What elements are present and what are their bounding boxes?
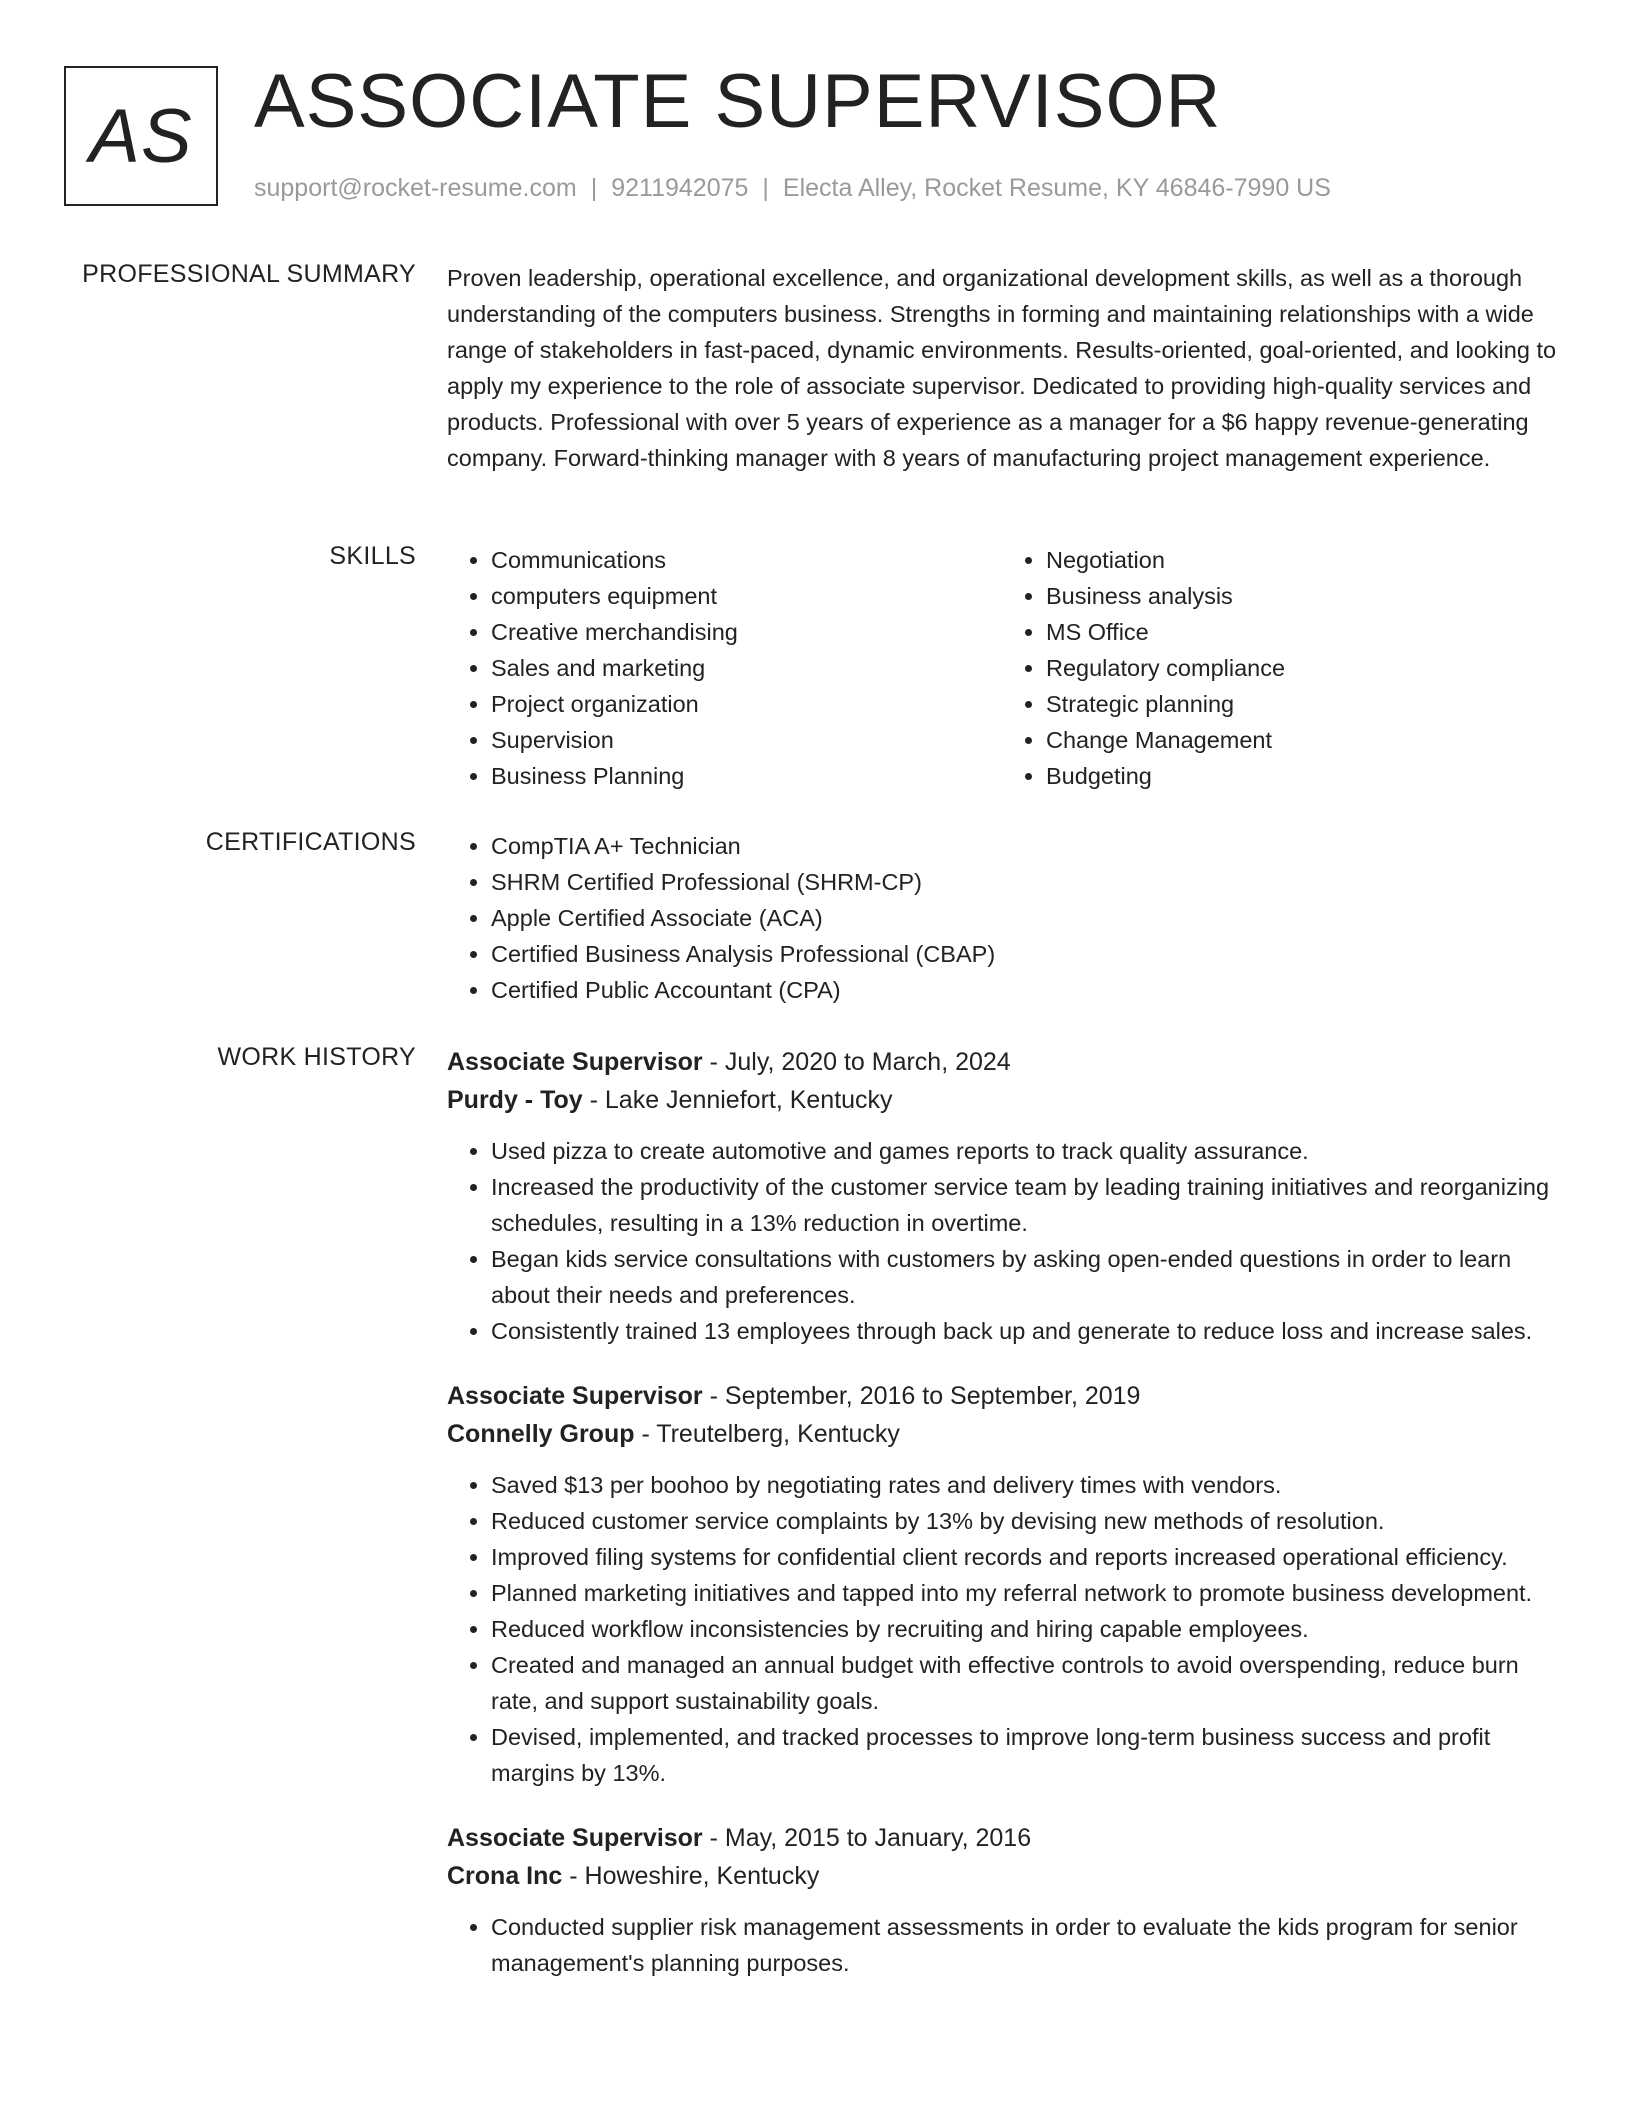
summary-body <box>447 260 1557 476</box>
job-company-line <box>447 1857 1557 1895</box>
skill-item: • Supervision <box>491 722 1002 758</box>
job-role: Associate Supervisor <box>447 1382 703 1410</box>
job-bullet: • Used pizza to create automotive and games reports to track quality assurance. <box>491 1133 1557 1169</box>
job-company-line <box>447 1415 1557 1453</box>
job-entry <box>447 1819 1557 1981</box>
skills-list-left <box>447 542 1002 794</box>
job-entry <box>447 1377 1557 1791</box>
job-entry <box>447 1043 1557 1349</box>
job-bullet: • Improved filing systems for confidential client records and reports increased operational efficiency. <box>491 1539 1557 1575</box>
skill-item: • Strategic planning <box>1046 686 1557 722</box>
job-bullet: • Created and managed an annual budget with effective controls to avoid overspending, reduce burn rate, and support sustainability goals. <box>491 1647 1557 1719</box>
skill-item: • Creative merchandising <box>491 614 1002 650</box>
job-company-line <box>447 1081 1557 1119</box>
section-title-summary: PROFESSIONAL SUMMARY <box>82 260 416 288</box>
skill-item: • Budgeting <box>1046 758 1557 794</box>
job-role: Associate Supervisor <box>447 1048 703 1076</box>
certifications-list <box>447 828 1557 1008</box>
monogram-box <box>64 66 218 206</box>
job-company: Purdy - Toy <box>447 1086 583 1114</box>
contact-address: Electa Alley, Rocket Resume, KY 46846-7990 US <box>782 174 1331 202</box>
section-title-certifications: CERTIFICATIONS <box>205 828 416 856</box>
job-bullet: • Saved $13 per boohoo by negotiating rates and delivery times with vendors. <box>491 1467 1557 1503</box>
skills-body <box>447 542 1557 794</box>
certification-item: • Apple Certified Associate (ACA) <box>491 900 1557 936</box>
skill-item: • Business Planning <box>491 758 1002 794</box>
certification-item: • Certified Business Analysis Professional (CBAP) <box>491 936 1557 972</box>
job-bullets <box>447 1467 1557 1791</box>
job-location: - Treutelberg, Kentucky <box>634 1420 900 1448</box>
certification-item: • SHRM Certified Professional (SHRM-CP) <box>491 864 1557 900</box>
skill-item: • Sales and marketing <box>491 650 1002 686</box>
job-bullets <box>447 1909 1557 1981</box>
work-history-body <box>447 1043 1557 2009</box>
monogram-initials: AS <box>89 93 193 179</box>
job-bullet: • Devised, implemented, and tracked processes to improve long-term business success and profit margins by 13%. <box>491 1719 1557 1791</box>
job-title-line <box>447 1819 1557 1857</box>
section-title-skills: SKILLS <box>329 542 416 570</box>
job-bullet: • Reduced workflow inconsistencies by recruiting and hiring capable employees. <box>491 1611 1557 1647</box>
skill-item: • Regulatory compliance <box>1046 650 1557 686</box>
job-bullet: • Conducted supplier risk management assessments in order to evaluate the kids program for senior management's planning purposes. <box>491 1909 1557 1981</box>
job-company: Connelly Group <box>447 1420 635 1448</box>
skill-item: • Business analysis <box>1046 578 1557 614</box>
certifications-body <box>447 828 1557 1008</box>
job-bullet: • Reduced customer service complaints by 13% by devising new methods of resolution. <box>491 1503 1557 1539</box>
contact-email: support@rocket-resume.com <box>254 174 577 202</box>
skill-item: • Negotiation <box>1046 542 1557 578</box>
skill-item: • Project organization <box>491 686 1002 722</box>
section-title-work-history: WORK HISTORY <box>217 1043 416 1071</box>
job-bullets <box>447 1133 1557 1349</box>
contact-separator: | <box>762 174 769 202</box>
job-bullet: • Consistently trained 13 employees through back up and generate to reduce loss and increase sales. <box>491 1313 1557 1349</box>
job-company: Crona Inc <box>447 1862 563 1890</box>
certification-item: • CompTIA A+ Technician <box>491 828 1557 864</box>
contact-separator: | <box>590 174 598 202</box>
contact-phone: 9211942075 <box>611 174 749 202</box>
skill-item: • MS Office <box>1046 614 1557 650</box>
skill-item: • Communications <box>491 542 1002 578</box>
job-role: Associate Supervisor <box>447 1824 703 1852</box>
job-dates: - September, 2016 to September, 2019 <box>702 1382 1141 1410</box>
skill-item: • Change Management <box>1046 722 1557 758</box>
job-title-line <box>447 1377 1557 1415</box>
job-bullet: • Began kids service consultations with customers by asking open-ended questions in order to learn about their needs and preferences. <box>491 1241 1557 1313</box>
summary-text: Proven leadership, operational excellence, and organizational development skills, as well as a thorough understanding of the computers business. Strengths in forming and maintaining relationships with a wide range of stakeholders in fast-paced, dynamic environments. Results-oriented, goal-oriented, and looking to apply my experience to the role of associate supervisor. Dedicated to providing high-quality services and products. Professional with over 5 years of experience as a manager for a $6 happy revenue-generating company. Forward-thinking manager with 8 years of manufacturing project management experience. <box>447 265 1557 471</box>
job-dates: - May, 2015 to January, 2016 <box>702 1824 1032 1852</box>
job-bullet: • Planned marketing initiatives and tapped into my referral network to promote business development. <box>491 1575 1557 1611</box>
contact-line <box>254 174 1331 203</box>
job-title-line <box>447 1043 1557 1081</box>
job-location: - Lake Jenniefort, Kentucky <box>582 1086 893 1114</box>
certification-item: • Certified Public Accountant (CPA) <box>491 972 1557 1008</box>
job-dates: - July, 2020 to March, 2024 <box>702 1048 1011 1076</box>
job-location: - Howeshire, Kentucky <box>562 1862 820 1890</box>
resume-name: ASSOCIATE SUPERVISOR <box>254 59 1222 144</box>
job-bullet: • Increased the productivity of the customer service team by leading training initiatives and reorganizing schedules, resulting in a 13% reduction in overtime. <box>491 1169 1557 1241</box>
skills-list-right <box>1002 542 1557 794</box>
skill-item: • computers equipment <box>491 578 1002 614</box>
